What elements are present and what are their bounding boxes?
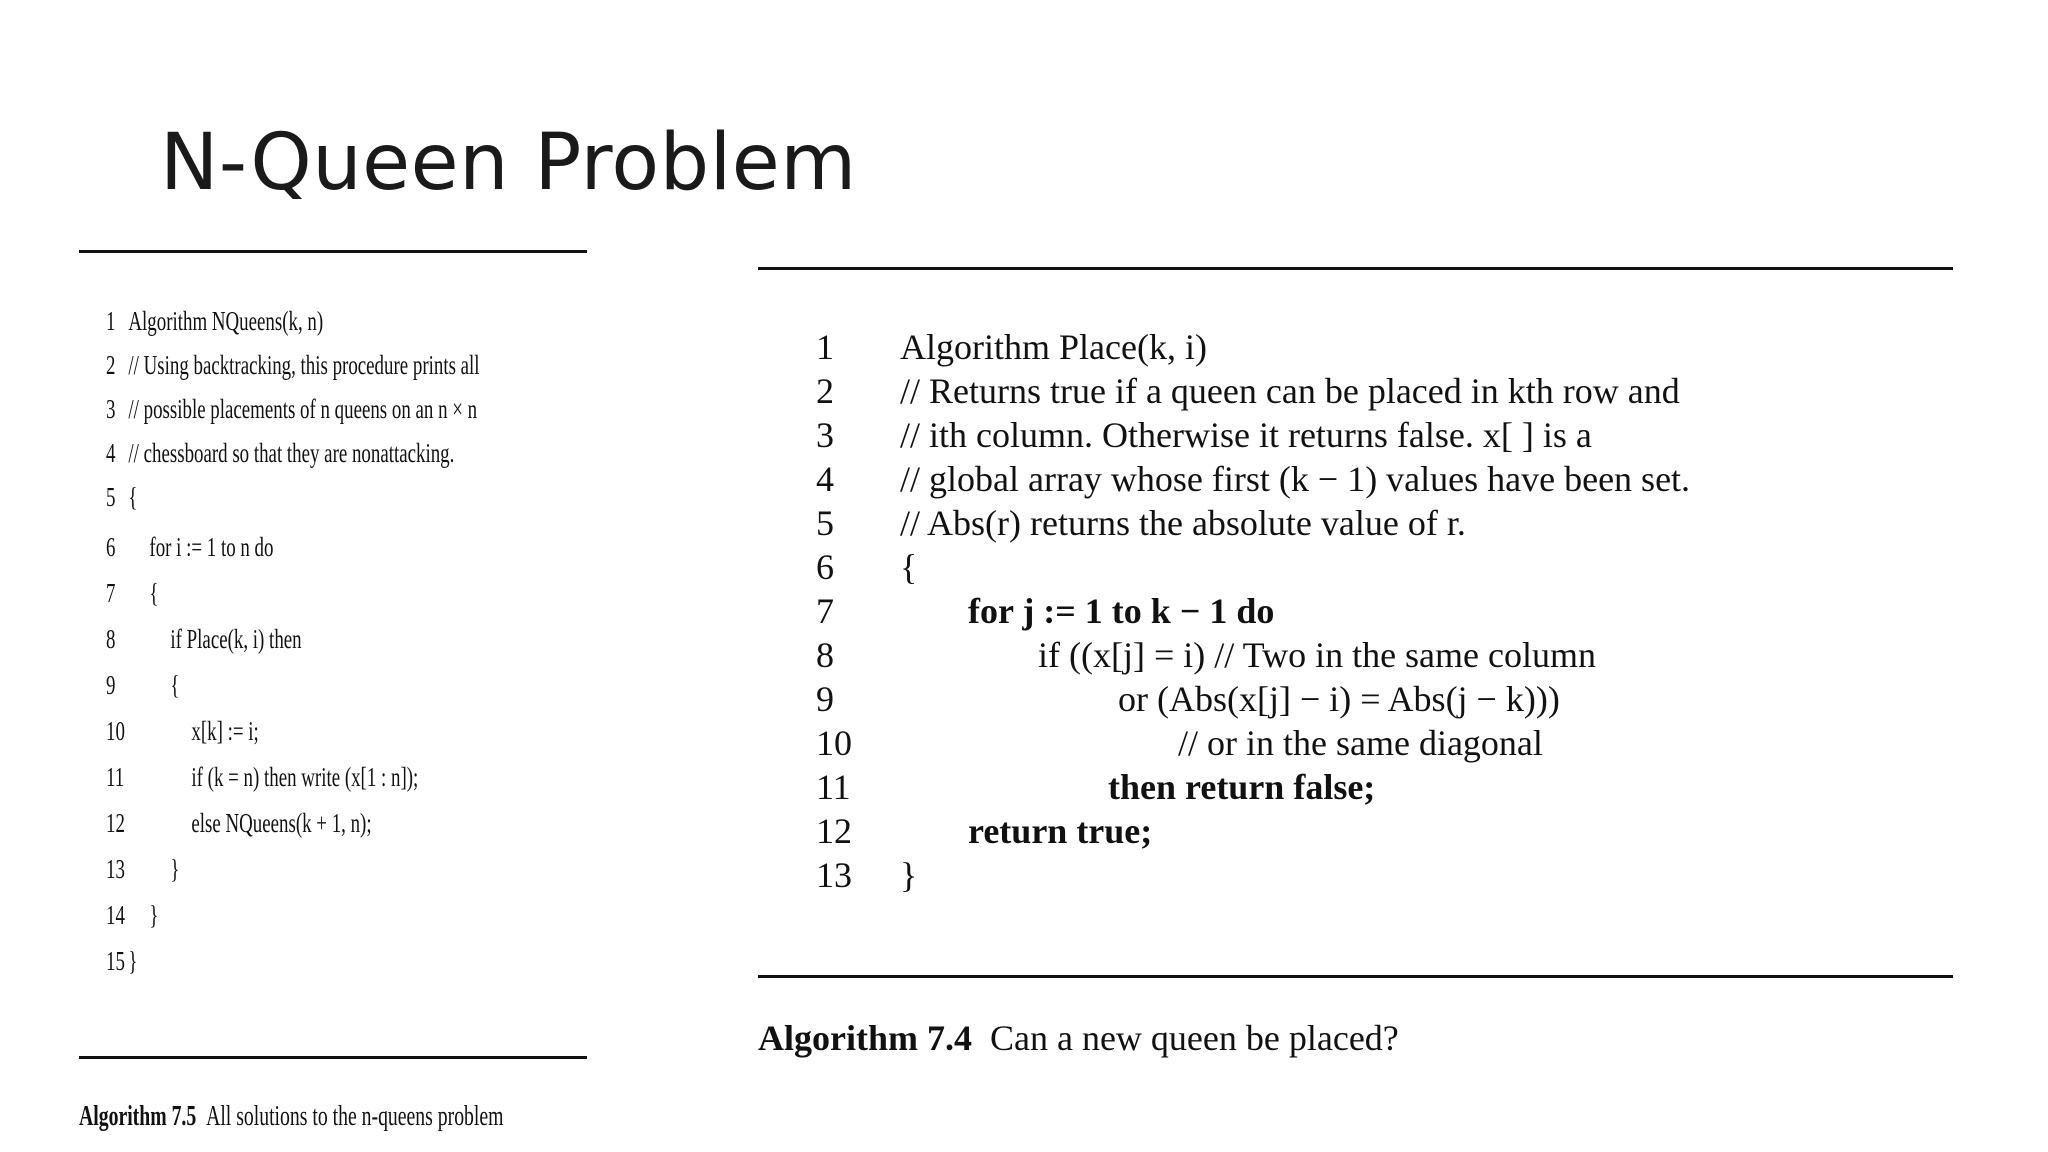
right-top-rule	[758, 267, 1953, 270]
slide-title: N-Queen Problem	[160, 118, 857, 208]
right-caption: Algorithm 7.4 Can a new queen be placed?	[758, 1018, 1399, 1058]
right-bottom-rule	[758, 975, 1953, 978]
left-bottom-rule	[79, 1056, 587, 1059]
left-caption: Algorithm 7.5 All solutions to the n-queens problem	[79, 1100, 504, 1132]
left-top-rule	[79, 250, 587, 253]
